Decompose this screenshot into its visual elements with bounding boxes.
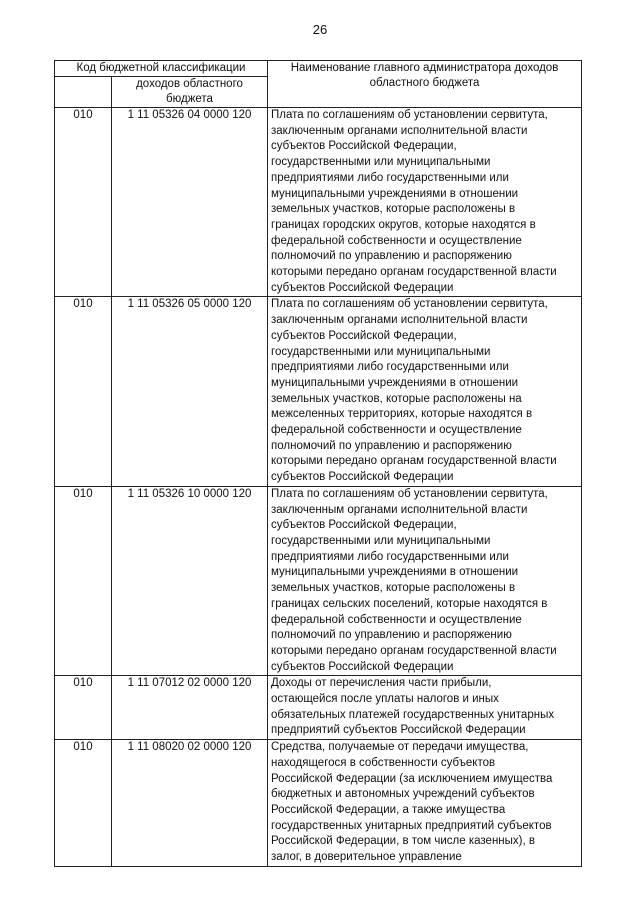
revenue-name-cell: Плата по соглашениям об установлении сервитута, заключенным органами исполнительной власти субъектов Российской Федерации, государственными или муниципальными предприятиями либо государственными или муниципальными учреждениями в отношении земельных участков, которые расположены на межселенных территориях, которые находятся в федеральной собственности и осуществление полномочий по управлению и распоряжению которыми передано органам государственной власти субъектов Российской Федерации xyxy=(268,297,582,486)
table-row xyxy=(55,676,582,740)
admin-code-cell: 010 xyxy=(55,108,112,297)
revenue-code-cell: 1 11 08020 02 0000 120 xyxy=(112,740,268,867)
table-row xyxy=(55,740,582,867)
revenue-code-cell: 1 11 05326 05 0000 120 xyxy=(112,297,268,486)
table-row xyxy=(55,486,582,675)
header-administrator-name: Наименование главного администратора доходов областного бюджета xyxy=(268,61,582,108)
page-number: 26 xyxy=(312,22,328,37)
admin-code-cell: 010 xyxy=(55,297,112,486)
admin-code-cell: 010 xyxy=(55,740,112,867)
table-row xyxy=(55,297,582,486)
admin-code-cell: 010 xyxy=(55,486,112,675)
revenue-name-cell: Доходы от перечисления части прибыли, остающейся после уплаты налогов и иных обязательных платежей государственных унитарных предприятий субъектов Российской Федерации xyxy=(268,676,582,740)
header-budget-classification-code: Код бюджетной классификации xyxy=(55,61,268,77)
admin-code-cell: 010 xyxy=(55,676,112,740)
header-admin-code xyxy=(55,77,112,108)
revenue-code-cell: 1 11 07012 02 0000 120 xyxy=(112,676,268,740)
header-revenue-code: доходов областного бюджета xyxy=(112,77,268,108)
table-body xyxy=(55,108,582,867)
table-row xyxy=(55,108,582,297)
revenue-name-cell: Плата по соглашениям об установлении сервитута, заключенным органами исполнительной власти субъектов Российской Федерации, государственными или муниципальными предприятиями либо государственными или муниципальными учреждениями в отношении земельных участков, которые расположены в границах сельских поселений, которые находятся в федеральной собственности и осуществление полномочий по управлению и распоряжению которыми передано органам государственной власти субъектов Российской Федерации xyxy=(268,486,582,675)
revenue-code-cell: 1 11 05326 10 0000 120 xyxy=(112,486,268,675)
revenue-code-cell: 1 11 05326 04 0000 120 xyxy=(112,108,268,297)
budget-classification-table xyxy=(54,60,582,867)
table-header xyxy=(55,61,582,108)
revenue-name-cell: Средства, получаемые от передачи имущества, находящегося в собственности субъектов Российской Федерации (за исключением имущества бюджетных и автономных учреждений субъектов Российской Федерации, а также имущества государственных унитарных предприятий субъектов Российской Федерации, в том числе казенных), в залог, в доверительное управление xyxy=(268,740,582,867)
revenue-name-cell: Плата по соглашениям об установлении сервитута, заключенным органами исполнительной власти субъектов Российской Федерации, государственными или муниципальными предприятиями либо государственными или муниципальными учреждениями в отношении земельных участков, которые расположены в границах городских округов, которые находятся в федеральной собственности и осуществление полномочий по управлению и распоряжению которыми передано органам государственной власти субъектов Российской Федерации xyxy=(268,108,582,297)
